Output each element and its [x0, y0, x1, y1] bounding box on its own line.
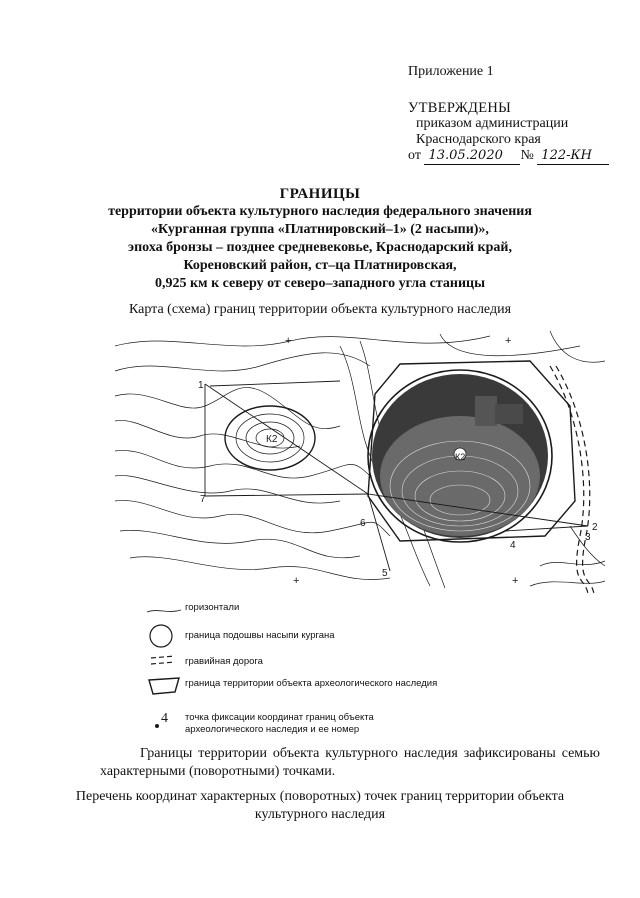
legend-text-gravel-road: гравийная дорога: [185, 656, 263, 667]
paragraph-coordinates-list: Перечень координат характерных (поворотных) точек границ территории объекта культурного наследия: [75, 789, 565, 822]
approval-date-row: [408, 148, 609, 165]
legend-text-fixation-point: точка фиксации координат границ объекта археологического наследия и ее номер: [185, 712, 374, 735]
map-caption: Карта (схема) границ территории объекта культурного наследия: [128, 302, 512, 317]
legend-text-contour: горизонтали: [185, 602, 240, 613]
mound-base-circle-icon: [145, 622, 185, 652]
paragraph-1-text: Границы территории объекта культурного наследия зафиксированы семью характерными (поворотными) точками.: [100, 746, 600, 779]
legend-item-fixation-point: [145, 708, 445, 738]
point-number-2: 2: [592, 522, 598, 533]
point-number-3: 3: [585, 532, 591, 543]
svg-text:+: +: [505, 335, 512, 347]
legend-item-boundary: [145, 672, 445, 702]
title-line-4: Кореновский район, ст–ца Платнировская,: [183, 258, 457, 273]
from-label: от: [408, 148, 421, 163]
svg-text:+: +: [293, 575, 300, 587]
title-line-1: территории объекта культурного наследия федерального значения: [108, 204, 532, 219]
svg-text:+: +: [285, 335, 292, 347]
boundary-polygon-icon: [145, 672, 185, 702]
title-line-5: 0,925 км к северу от северо–западного угла станицы: [154, 276, 486, 291]
approval-block: [408, 100, 609, 165]
approval-heading: УТВЕРЖДЕНЫ: [408, 100, 512, 116]
title-line-3: эпоха бронзы – позднее средневековье, Краснодарский край,: [128, 240, 512, 255]
document-title: [40, 185, 600, 293]
approval-line-1: приказом администрации: [416, 116, 569, 131]
point-number-7: 7: [200, 494, 206, 505]
handwritten-date: 13.05.2020: [424, 148, 520, 165]
svg-text:+: +: [512, 575, 519, 587]
legend-item-mound-base: [145, 622, 445, 652]
point-number-6: 6: [360, 518, 366, 529]
title-line-2: «Курганная группа «Платнировский–1» (2 насыпи)»,: [151, 222, 489, 237]
gravel-road: [550, 366, 594, 594]
fixation-point-number: 4: [161, 711, 168, 726]
paragraph-points-count: [100, 745, 600, 781]
point-number-1: 1: [198, 380, 204, 391]
boundary-map: [110, 326, 610, 596]
appendix-label: Приложение 1: [408, 64, 494, 79]
number-label: №: [520, 148, 534, 163]
point-number-5: 5: [382, 568, 388, 579]
point-number-4: 4: [510, 540, 516, 551]
fixation-point-icon: [145, 708, 185, 738]
title-heading: ГРАНИЦЫ: [279, 186, 361, 202]
mound-label-east: К2: [455, 452, 466, 462]
legend-text-boundary: граница территории объекта археологического наследия: [185, 678, 438, 689]
handwritten-number: 122-КН: [537, 148, 609, 165]
legend-text-mound-base: граница подошвы насыпи кургана: [185, 630, 335, 641]
mound-label-west: К2: [266, 434, 278, 445]
approval-line-2: Краснодарского края: [416, 132, 541, 147]
